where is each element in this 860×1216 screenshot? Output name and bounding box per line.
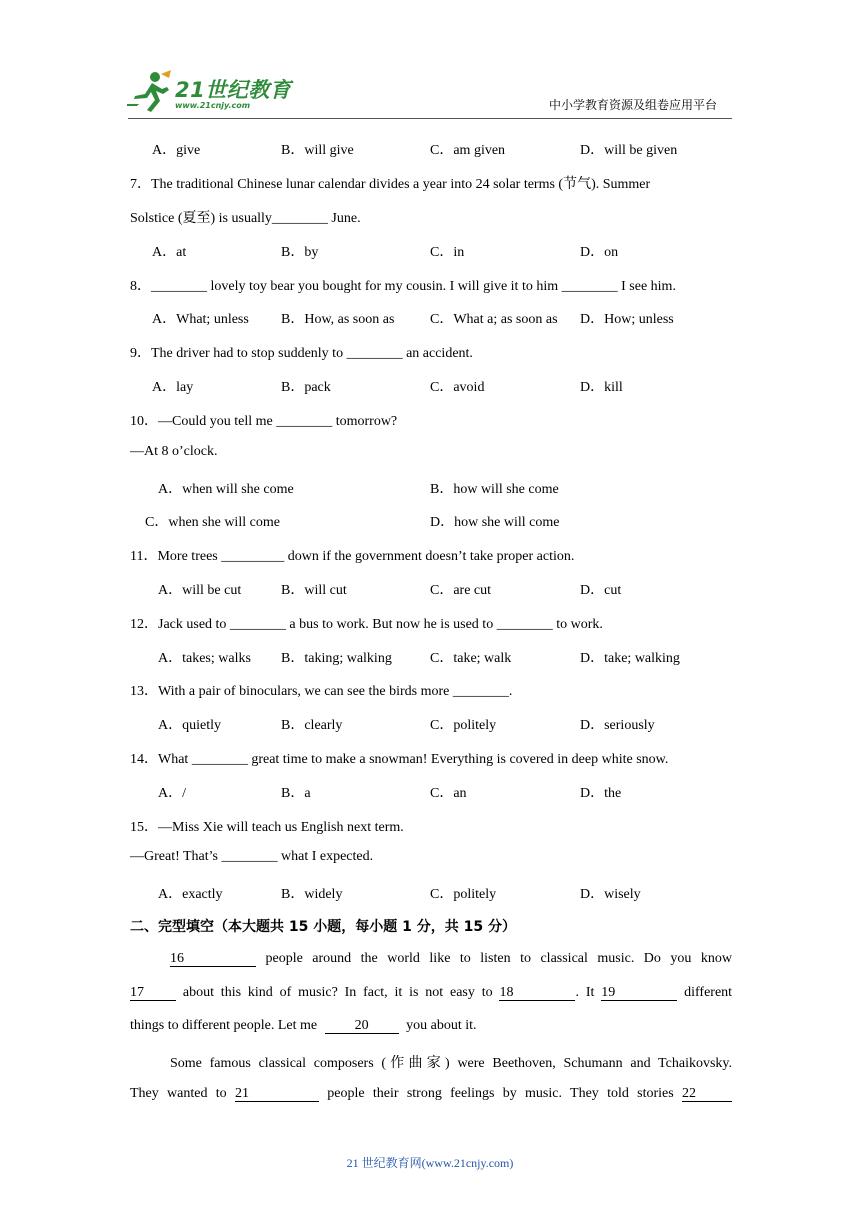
blank-21: 21 xyxy=(235,1087,319,1102)
q12-option-b: B．taking; walking xyxy=(281,651,392,666)
q15-option-b: B．widely xyxy=(281,887,343,902)
passage-text: people around the world like to listen to classical music. Do you know xyxy=(265,951,733,966)
q10-option-d: D．how she will come xyxy=(430,515,560,530)
q10-line2: —At 8 o’clock. xyxy=(130,444,218,459)
q9-text: 9．The driver had to stop suddenly to ________ an accident. xyxy=(130,346,473,361)
q7-option-b: B．by xyxy=(281,245,319,260)
q13-option-d: D．seriously xyxy=(580,718,655,733)
blank-20: 20 xyxy=(325,1019,399,1034)
q14-option-c: C．an xyxy=(430,786,467,801)
logo xyxy=(125,70,290,118)
q11-option-a: A．will be cut xyxy=(158,583,242,598)
q15-line1: 15．—Miss Xie will teach us English next term. xyxy=(130,820,404,835)
q10-option-a: A．when will she come xyxy=(158,482,294,497)
logo-url: www.21cnjy.com xyxy=(175,101,251,110)
passage-text: about this kind of music? In fact, it is not easy to xyxy=(182,985,493,1000)
page-header xyxy=(0,0,860,120)
q6-option-c: C．am given xyxy=(430,143,506,158)
q10-option-b: B．how will she come xyxy=(430,482,559,497)
q10-line1: 10．—Could you tell me ________ tomorrow? xyxy=(130,414,398,429)
q12-option-c: C．take; walk xyxy=(430,651,512,666)
q8-option-d: D．How; unless xyxy=(580,312,674,327)
passage-line-2 xyxy=(130,985,732,1001)
q9-option-a: A．lay xyxy=(152,380,194,395)
q9-option-d: D．kill xyxy=(580,380,623,395)
page-footer: 21 世纪教育网(www.21cnjy.com) xyxy=(346,1156,514,1170)
q6-option-b: B．will give xyxy=(281,143,354,158)
passage-text: . It xyxy=(575,985,595,1000)
q8-option-a: A．What; unless xyxy=(152,312,249,327)
passage-line-4: Some famous classical composers (作曲家) were Beethoven, Schumann and Tchaikovsky. xyxy=(170,1056,732,1071)
passage-text: different xyxy=(684,985,733,1000)
passage-line-5 xyxy=(130,1086,732,1102)
q11-text: 11．More trees _________ down if the government doesn’t take proper action. xyxy=(130,549,575,564)
q9-option-b: B．pack xyxy=(281,380,331,395)
blank-19: 19 xyxy=(601,986,677,1001)
q13-option-b: B．clearly xyxy=(281,718,343,733)
q6-option-a: A．give xyxy=(152,143,201,158)
q15-line2: —Great! That’s ________ what I expected. xyxy=(130,849,374,864)
q14-text: 14．What ________ great time to make a snowman! Everything is covered in deep white snow. xyxy=(130,752,669,767)
q10-option-c: C．when she will come xyxy=(145,515,280,530)
q13-option-c: C．politely xyxy=(430,718,497,733)
q11-option-c: C．are cut xyxy=(430,583,492,598)
passage-text: things to different people. Let me xyxy=(130,1018,318,1033)
q7-option-a: A．at xyxy=(152,245,187,260)
passage-line-3 xyxy=(130,1018,477,1034)
q7-line1: 7．The traditional Chinese lunar calendar divides a year into 24 solar terms (节气). Summer xyxy=(130,177,651,192)
q15-option-a: A．exactly xyxy=(158,887,223,902)
q6-option-d: D．will be given xyxy=(580,143,678,158)
q7-option-c: C．in xyxy=(430,245,465,260)
q14-option-d: D．the xyxy=(580,786,622,801)
q11-option-d: D．cut xyxy=(580,583,622,598)
blank-18: 18 xyxy=(499,986,575,1001)
q8-option-b: B．How, as soon as xyxy=(281,312,395,327)
q11-option-b: B．will cut xyxy=(281,583,347,598)
q8-text: 8．________ lovely toy bear you bought for my cousin. I will give it to him ________ I see him. xyxy=(130,279,676,294)
q15-option-c: C．politely xyxy=(430,887,497,902)
q12-text: 12．Jack used to ________ a bus to work. But now he is used to ________ to work. xyxy=(130,617,603,632)
passage-text: you about it. xyxy=(406,1018,477,1033)
q13-option-a: A．quietly xyxy=(158,718,221,733)
passage-text: people their strong feelings by music. They told stories xyxy=(327,1086,674,1101)
section-title: 二、完型填空（本大题共 15 小题，每小题 1 分，共 15 分） xyxy=(130,919,516,935)
q8-option-c: C．What a; as soon as xyxy=(430,312,558,327)
blank-22: 22 xyxy=(682,1087,732,1102)
runner-logo-icon xyxy=(125,70,173,114)
blank-16: 16 xyxy=(170,952,256,967)
q9-option-c: C．avoid xyxy=(430,380,485,395)
q12-option-d: D．take; walking xyxy=(580,651,680,666)
q7-option-d: D．on xyxy=(580,245,619,260)
logo-text: 21世纪教育 xyxy=(175,78,292,102)
q13-text: 13．With a pair of binoculars, we can see the birds more ________. xyxy=(130,684,513,699)
q14-option-b: B．a xyxy=(281,786,311,801)
header-divider xyxy=(128,118,732,119)
platform-title: 中小学教育资源及组卷应用平台 xyxy=(549,98,718,112)
passage-line-1 xyxy=(130,951,732,967)
passage-text: They wanted to xyxy=(130,1086,227,1101)
q15-option-d: D．wisely xyxy=(580,887,641,902)
q12-option-a: A．takes; walks xyxy=(158,651,251,666)
q14-option-a: A．/ xyxy=(158,786,186,801)
q7-line2: Solstice (夏至) is usually________ June. xyxy=(130,211,361,226)
blank-17: 17 xyxy=(130,986,176,1001)
